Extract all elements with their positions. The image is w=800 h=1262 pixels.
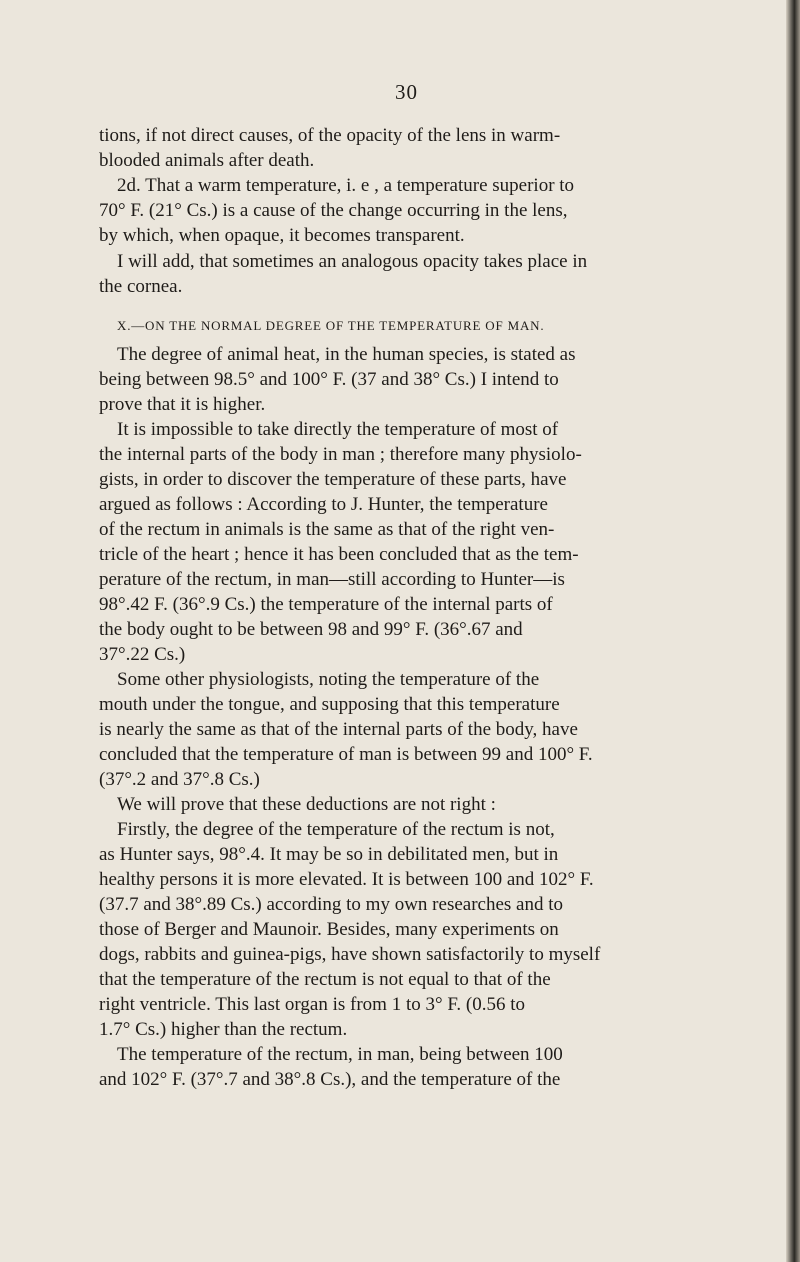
page-edge-shadow xyxy=(786,0,800,1262)
text-line: is nearly the same as that of the internal parts of the body, have xyxy=(99,719,578,740)
page-number: 30 xyxy=(395,80,418,104)
text-line: tions, if not direct causes, of the opacity of the lens in warm- xyxy=(99,125,561,146)
text-line: It is impossible to take directly the temperature of most of xyxy=(117,419,559,440)
text-line: I will add, that sometimes an analogous opacity takes place in xyxy=(117,251,588,272)
text-line: The temperature of the rectum, in man, being between 100 xyxy=(117,1044,563,1065)
text-line: those of Berger and Maunoir. Besides, many experiments on xyxy=(99,919,559,940)
text-line: dogs, rabbits and guinea-pigs, have shown satisfactorily to myself xyxy=(99,944,601,965)
text-line: 70° F. (21° Cs.) is a cause of the change occurring in the lens, xyxy=(99,200,568,221)
text-line: Firstly, the degree of the temperature of the rectum is not, xyxy=(117,819,555,840)
text-line: The degree of animal heat, in the human species, is stated as xyxy=(117,344,576,365)
text-line: argued as follows : According to J. Hunter, the temperature xyxy=(99,494,548,515)
text-line: Some other physiologists, noting the temperature of the xyxy=(117,669,540,690)
text-line: the body ought to be between 98 and 99° F. (36°.67 and xyxy=(99,619,523,640)
text-line: right ventricle. This last organ is from 1 to 3° F. (0.56 to xyxy=(99,994,525,1015)
text-line: (37.7 and 38°.89 Cs.) according to my own researches and to xyxy=(99,894,564,915)
section-heading: X.—ON THE NORMAL DEGREE OF THE TEMPERATURE OF MAN. xyxy=(117,318,545,333)
text-line: that the temperature of the rectum is not equal to that of the xyxy=(99,969,551,990)
text-line: mouth under the tongue, and supposing that this temperature xyxy=(99,694,560,715)
text-line: the internal parts of the body in man ; therefore many physiolo- xyxy=(99,444,582,465)
text-line: 37°.22 Cs.) xyxy=(99,644,186,665)
text-line: perature of the rectum, in man—still according to Hunter—is xyxy=(99,569,565,590)
text-line: (37°.2 and 37°.8 Cs.) xyxy=(99,769,260,790)
text-line: by which, when opaque, it becomes transparent. xyxy=(99,225,465,246)
text-line: healthy persons it is more elevated. It is between 100 and 102° F. xyxy=(99,869,594,890)
text-line: of the rectum in animals is the same as that of the right ven- xyxy=(99,519,555,540)
text-line: 98°.42 F. (36°.9 Cs.) the temperature of the internal parts of xyxy=(99,594,553,615)
text-line: gists, in order to discover the temperature of these parts, have xyxy=(99,469,567,490)
text-line: as Hunter says, 98°.4. It may be so in debilitated men, but in xyxy=(99,844,559,865)
text-line: 1.7° Cs.) higher than the rectum. xyxy=(99,1019,348,1040)
text-line: tricle of the heart ; hence it has been concluded that as the tem- xyxy=(99,544,579,565)
text-line: being between 98.5° and 100° F. (37 and 38° Cs.) I intend to xyxy=(99,369,559,390)
text-line: concluded that the temperature of man is between 99 and 100° F. xyxy=(99,744,593,765)
text-line: the cornea. xyxy=(99,276,183,297)
text-line: 2d. That a warm temperature, i. e , a temperature superior to xyxy=(117,175,575,196)
text-line: We will prove that these deductions are not right : xyxy=(117,794,496,815)
text-line: and 102° F. (37°.7 and 38°.8 Cs.), and the temperature of the xyxy=(99,1069,561,1090)
text-line: blooded animals after death. xyxy=(99,150,315,171)
text-line: prove that it is higher. xyxy=(99,394,266,415)
